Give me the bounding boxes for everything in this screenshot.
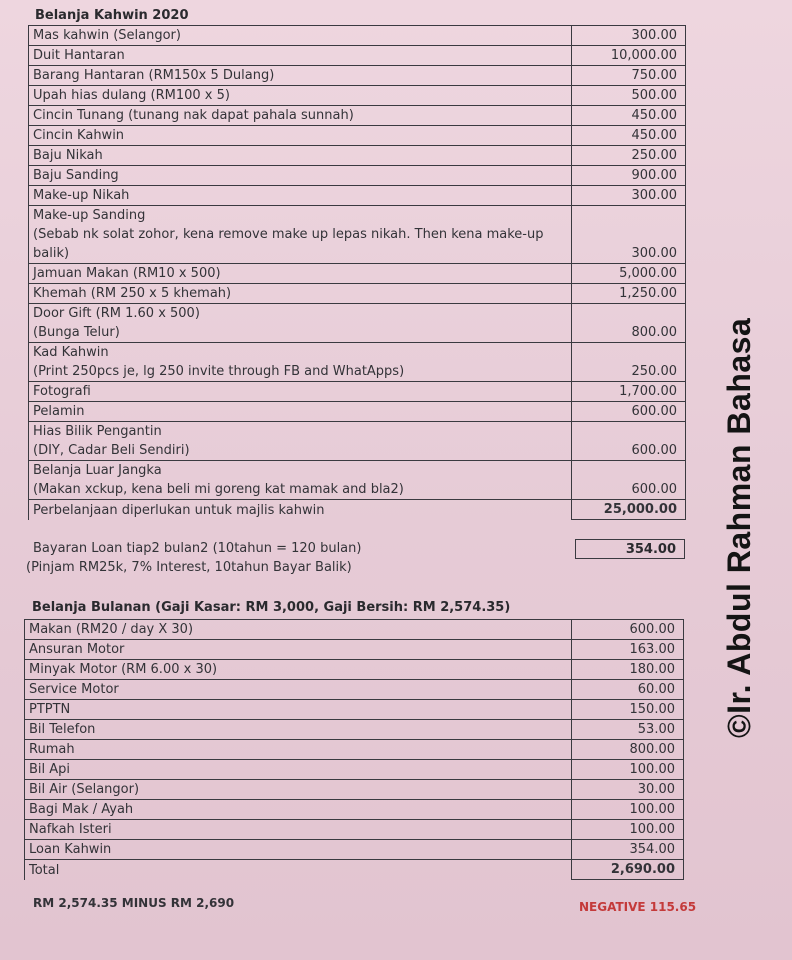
monthly-total-label: Total (25, 860, 572, 880)
wedding-item-amount: 450.00 (571, 106, 685, 126)
monthly-item-amount: 100.00 (571, 820, 683, 840)
monthly-item-text: Rumah (29, 742, 75, 757)
wedding-item-text: Baju Nikah (33, 148, 103, 163)
summary-result: NEGATIVE 115.65 (579, 900, 697, 914)
copyright-watermark: ©Ir. Abdul Rahman Bahasa (721, 317, 757, 738)
monthly-row (25, 840, 684, 860)
wedding-item-text: Door Gift (RM 1.60 x 500) (33, 306, 200, 321)
monthly-row (25, 780, 684, 800)
wedding-row (29, 264, 686, 284)
wedding-item-amount: 900.00 (571, 166, 685, 186)
wedding-item-amount: 600.00 (571, 402, 685, 422)
wedding-row (29, 26, 686, 46)
wedding-item-amount: 600.00 (571, 461, 685, 500)
wedding-expense-table (28, 25, 686, 520)
wedding-item-description (29, 284, 572, 304)
monthly-row (25, 700, 684, 720)
monthly-item-text: Bil Air (Selangor) (29, 782, 140, 797)
wedding-row (29, 402, 686, 422)
wedding-row (29, 304, 686, 343)
wedding-row (29, 166, 686, 186)
monthly-item-text: Bagi Mak / Ayah (29, 802, 134, 817)
wedding-item-text: Make-up Sanding (33, 208, 146, 223)
monthly-item-text: Loan Kahwin (29, 842, 112, 857)
wedding-item-amount: 250.00 (571, 343, 685, 382)
wedding-row (29, 86, 686, 106)
wedding-item-amount: 250.00 (571, 146, 685, 166)
wedding-item-text: Khemah (RM 250 x 5 khemah) (33, 286, 232, 301)
wedding-item-text: (Makan xckup, kena beli mi goreng kat mamak and bla2) (33, 482, 404, 497)
monthly-item-amount: 354.00 (571, 840, 683, 860)
wedding-item-description (29, 46, 572, 66)
wedding-item-text: Duit Hantaran (33, 48, 125, 63)
monthly-item-description (25, 700, 572, 720)
wedding-item-amount: 1,700.00 (571, 382, 685, 402)
wedding-item-description (29, 264, 572, 284)
loan-description: Bayaran Loan tiap2 bulan2 (10tahun = 120 bulan) (33, 541, 362, 556)
wedding-row (29, 284, 686, 304)
summary-equation: RM 2,574.35 MINUS RM 2,690 (33, 896, 235, 910)
monthly-total-amount: 2,690.00 (571, 860, 683, 880)
monthly-item-description (25, 720, 572, 740)
monthly-item-amount: 800.00 (571, 740, 683, 760)
wedding-item-description (29, 304, 572, 343)
monthly-item-amount: 100.00 (571, 800, 683, 820)
wedding-row (29, 382, 686, 402)
monthly-item-amount: 60.00 (571, 680, 683, 700)
monthly-item-description (25, 760, 572, 780)
wedding-item-amount: 750.00 (571, 66, 685, 86)
wedding-item-description (29, 402, 572, 422)
wedding-item-amount: 1,250.00 (571, 284, 685, 304)
wedding-item-description (29, 126, 572, 146)
wedding-item-text: Jamuan Makan (RM10 x 500) (33, 266, 221, 281)
monthly-item-amount: 53.00 (571, 720, 683, 740)
wedding-item-description (29, 66, 572, 86)
wedding-row (29, 186, 686, 206)
monthly-item-amount: 163.00 (571, 640, 683, 660)
monthly-item-text: Minyak Motor (RM 6.00 x 30) (29, 662, 218, 677)
wedding-item-text: (Print 250pcs je, lg 250 invite through FB and WhatApps) (33, 364, 405, 379)
wedding-item-text: Belanja Luar Jangka (33, 463, 162, 478)
monthly-item-text: Bil Telefon (29, 722, 96, 737)
monthly-item-amount: 600.00 (571, 620, 683, 640)
wedding-item-amount: 300.00 (571, 186, 685, 206)
wedding-item-text: Upah hias dulang (RM100 x 5) (33, 88, 230, 103)
monthly-row (25, 640, 684, 660)
monthly-row (25, 820, 684, 840)
wedding-item-text: (DIY, Cadar Beli Sendiri) (33, 443, 190, 458)
monthly-item-text: PTPTN (29, 702, 71, 717)
monthly-item-text: Service Motor (29, 682, 119, 697)
wedding-item-description (29, 382, 572, 402)
wedding-item-description (29, 106, 572, 126)
monthly-item-amount: 150.00 (571, 700, 683, 720)
monthly-row (25, 760, 684, 780)
monthly-item-description (25, 640, 572, 660)
wedding-item-text: Hias Bilik Pengantin (33, 424, 162, 439)
monthly-item-amount: 30.00 (571, 780, 683, 800)
monthly-item-description (25, 840, 572, 860)
wedding-row (29, 422, 686, 461)
wedding-item-text: Cincin Kahwin (33, 128, 125, 143)
loan-terms: (Pinjam RM25k, 7% Interest, 10tahun Bayar Balik) (26, 560, 352, 575)
wedding-item-text: Baju Sanding (33, 168, 119, 183)
wedding-item-text: Pelamin (33, 404, 85, 419)
wedding-item-text: (Sebab nk solat zohor, kena remove make up lepas nikah. Then kena make-up (33, 227, 544, 242)
wedding-row (29, 206, 686, 264)
monthly-total-row (25, 860, 684, 880)
monthly-item-text: Bil Api (29, 762, 71, 777)
wedding-item-amount: 500.00 (571, 86, 685, 106)
wedding-title: Belanja Kahwin 2020 (35, 8, 189, 23)
monthly-title: Belanja Bulanan (Gaji Kasar: RM 3,000, Gaji Bersih: RM 2,574.35) (32, 600, 511, 615)
monthly-expense-table (24, 619, 684, 880)
wedding-item-text: (Bunga Telur) (33, 325, 120, 340)
wedding-row (29, 126, 686, 146)
monthly-item-description (25, 800, 572, 820)
monthly-row (25, 800, 684, 820)
wedding-item-text: balik) (33, 246, 70, 261)
wedding-item-text: Make-up Nikah (33, 188, 130, 203)
monthly-item-text: Nafkah Isteri (29, 822, 112, 837)
monthly-row (25, 740, 684, 760)
wedding-row (29, 106, 686, 126)
wedding-row (29, 66, 686, 86)
monthly-item-amount: 180.00 (571, 660, 683, 680)
wedding-item-amount: 600.00 (571, 422, 685, 461)
wedding-item-amount: 5,000.00 (571, 264, 685, 284)
monthly-item-description (25, 660, 572, 680)
wedding-row (29, 343, 686, 382)
wedding-item-text: Fotografi (33, 384, 91, 399)
wedding-item-description (29, 422, 572, 461)
wedding-total-amount: 25,000.00 (571, 500, 685, 520)
monthly-item-text: Ansuran Motor (29, 642, 125, 657)
monthly-item-description (25, 680, 572, 700)
wedding-item-amount: 300.00 (571, 206, 685, 264)
wedding-row (29, 146, 686, 166)
monthly-item-amount: 100.00 (571, 760, 683, 780)
wedding-item-description (29, 343, 572, 382)
wedding-item-text: Barang Hantaran (RM150x 5 Dulang) (33, 68, 275, 83)
wedding-item-description (29, 186, 572, 206)
monthly-row (25, 720, 684, 740)
wedding-total-label: Perbelanjaan diperlukan untuk majlis kahwin (29, 500, 572, 520)
wedding-item-amount: 10,000.00 (571, 46, 685, 66)
wedding-row (29, 46, 686, 66)
monthly-item-text: Makan (RM20 / day X 30) (29, 622, 194, 637)
wedding-total-row (29, 500, 686, 520)
wedding-item-description (29, 86, 572, 106)
wedding-item-amount: 450.00 (571, 126, 685, 146)
wedding-item-text: Kad Kahwin (33, 345, 109, 360)
wedding-item-text: Mas kahwin (Selangor) (33, 28, 181, 43)
wedding-row (29, 461, 686, 500)
loan-amount: 354.00 (575, 539, 685, 559)
wedding-item-amount: 800.00 (571, 304, 685, 343)
wedding-item-description (29, 146, 572, 166)
monthly-row (25, 680, 684, 700)
wedding-item-text: Cincin Tunang (tunang nak dapat pahala sunnah) (33, 108, 354, 123)
monthly-item-description (25, 820, 572, 840)
wedding-item-description (29, 461, 572, 500)
monthly-item-description (25, 740, 572, 760)
monthly-row (25, 660, 684, 680)
wedding-item-description (29, 206, 572, 264)
wedding-item-description (29, 26, 572, 46)
monthly-item-description (25, 620, 572, 640)
monthly-row (25, 620, 684, 640)
wedding-item-description (29, 166, 572, 186)
monthly-item-description (25, 780, 572, 800)
wedding-item-amount: 300.00 (571, 26, 685, 46)
